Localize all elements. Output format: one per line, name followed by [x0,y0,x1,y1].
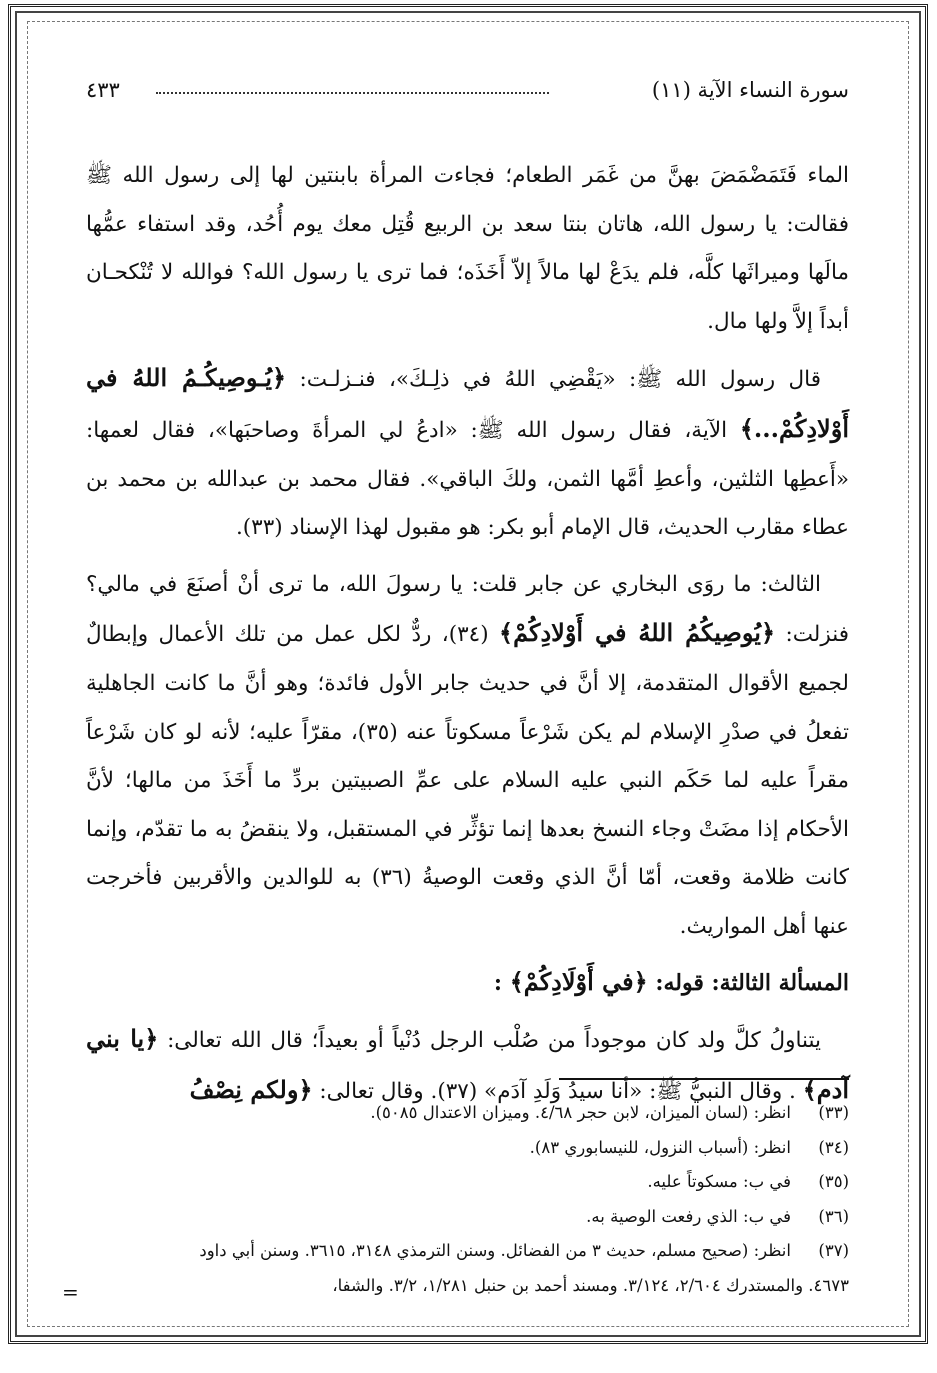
p3-quran-quote: ﴿يُوصِيكُمُ اللهُ في أَوْلادِكُمْ﴾ [499,618,776,648]
footnote-text: انظر: (صحيح مسلم، حديث ٣ من الفضائل. وسنن الترمذي ٣١٤٨، ٣٦١٥. وسنن أبي داود [199,1241,791,1260]
footnote-number: (٣٥) [818,1172,849,1191]
paragraph-1 [86,152,849,346]
page-number: ٤٣٣ [86,78,120,102]
p2-quran-quote: ﴿يُـوصِيكُـمُ اللهُ في أَوْلادِكُمْ...﴾ [86,363,849,443]
section-heading [86,958,849,1008]
footnote-37 [60,1234,849,1269]
footnote-text: في ب: مسكوتاً عليه. [647,1172,791,1191]
p1-line-4: لا تُنْكحـان أبداً إلاَّ ولها مال. [86,260,849,334]
running-header [86,78,849,108]
paragraph-2 [86,354,849,552]
p3-text-2: (٣٤)، ردٌّ لكل عمل من تلك الأعمال وإبطالٌ لجميع الأقوال المتقدمة، إلا أنَّ في حديث جابر الأول فائدة؛ وهو أنَّ ما كانت الجاهلية تفعلُ في صدْرِ الإسلام لم يكن شَرْعاً مسكوتاً عنه (٣٥)، مقرّاً عليه؛ لأنه لو كان شَرْعاً مقراً عليه لما حَكَم النبي عليه السلام على عمِّ الصبيتين بردِّ ما أَخَذَ من مالها؛ لأنَّ الأحكام إذا مضَتْ وجاء النسخ بعدها إنما تؤثِّر في المستقبل، ولا ينقضُ به ما تقدّم، وإنما كانت ظلامة وقعت، أمّا أنَّ الذي وقعت الوصيةُ (٣٦) به للوالدين والأقربين فأخرجت عنها أهل المواريث. [86,622,849,939]
heading-colon: : [493,969,503,996]
footnote-text: في ب: الذي رفعت الوصية به. [586,1206,791,1226]
p4-text-2: . وقال النبيُّ ﷺ: «أنا سيدُ وَلَدِ آدَم» (٣٧). وقال تعالى: [319,1078,796,1104]
paragraph-3 [86,561,849,952]
footnote-text: انظر: (أسباب النزول، للنيسابوري ٨٣). [529,1137,791,1157]
footnote-number: (٣٦) [818,1206,849,1226]
footnote-number: (٣٧) [818,1241,849,1260]
footnote-35 [60,1165,849,1200]
footnote-34 [60,1131,849,1166]
p1-line-1: الماء فَتَمَضْمَضَ بهنَّ من غَمَر الطعام؛ فجاءت المرأة بابنتين لها إلى رسول الله ﷺ [86,163,849,188]
footnote-number: (٣٣) [818,1103,849,1122]
footnotes [60,1096,849,1303]
p1-line-3: عمُّها مالَها وميراثَها كلَّه، فلم يدَعْ لها مالاً إلاّ أَخَذَه؛ فما ترى يا رسول الله؟ فوالله [86,211,850,286]
p2-text-1: قال رسول الله ﷺ: «يَقْضِي اللهُ في ذلِـكَ»، فنـزلـت: [299,367,821,393]
footnote-separator [559,1078,849,1080]
footnote-ref-33: (٣٣). [235,515,283,541]
footnote-continuation: ٤٦٧٣. والمستدرك ٢/٦٠٤، ٣/١٢٤. ومسند أحمد بن حنبل ١/٢٨١، ٣/٢. والشفا، [332,1275,849,1295]
p4-quran-quote-2: ﴿ولكم نِصْفُ [189,1074,313,1104]
main-text [86,152,849,1116]
p4-text-1: يتناولُ كلَّ ولد كان موجوداً من صُلْب الرجل دُنْياً أو بعيداً؛ قال الله تعالى: [167,1028,821,1054]
heading-quran-quote: ﴿في أَوْلَادِكُمْ﴾ [509,966,648,996]
p2-text-2: الآية، فقال رسول الله ﷺ: «ادعُ لي المرأةَ وصاحبَها»، فقال لعمها: «أَعطِها الثلثين، وأعطِ أمَّها الثمن، ولكَ الباقي». فقال محمد بن عبدالله بن محمد بن عطاء مقارب الحديث، قال الإمام أبو بكر: هو مقبول لهذا الإسناد [86,417,849,541]
footnote-33 [60,1096,849,1131]
footnote-number: (٣٤) [818,1137,849,1157]
p1-line-2: فقالت: يا رسول الله، هاتان بنتا سعد بن الربيع قُتِل معك يوم أُحُد، وقد استفاء [137,211,849,237]
header-title: سورة النساء الآية (١١) [651,78,849,102]
footnote-36 [60,1200,849,1235]
footnote-text: انظر: (لسان الميزان، لابن حجر ٤/٦٨. وميزان الاعتدال ٥٠٨٥). [370,1103,791,1122]
heading-text: المسألة الثالثة: قوله: [655,969,849,996]
header-dot-leader [156,92,549,94]
p3-text-1: الثالث: ما روَى البخاري عن جابر قلت: يا رسولَ الله، ما ترى أنْ أصنَعَ في مالي؟ فنزلت: [86,571,849,648]
p4-quran-quote-1: ﴿يا بني آدم﴾ [86,1024,849,1104]
continuation-mark: = [62,1280,79,1304]
